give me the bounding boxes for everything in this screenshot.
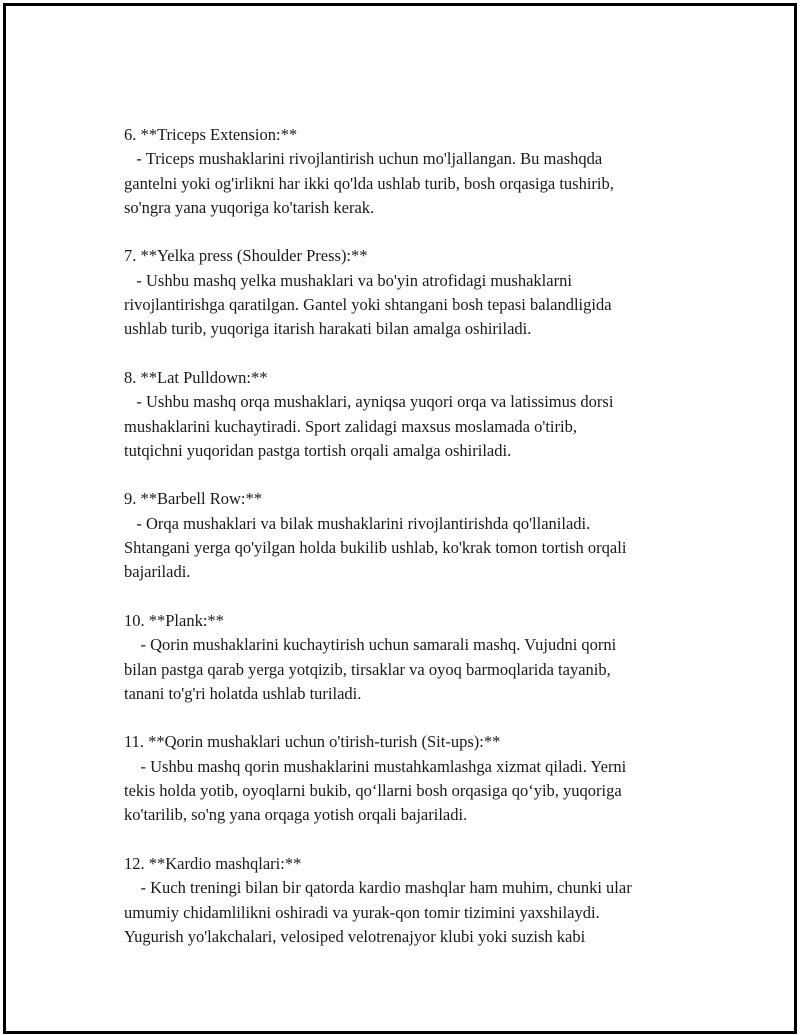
exercise-section [124,366,724,463]
exercise-heading: 6. **Triceps Extension:** [124,125,298,144]
exercise-text-line: - Ushbu mashq qorin mushaklarini mustahkamlashga xizmat qiladi. Yerni [124,756,627,776]
exercise-section [124,852,724,949]
exercise-text-line: ko'tarilib, so'ng yana orqaga yotish orqali bajariladi. [124,805,468,825]
exercise-text-line: bajariladi. [124,562,191,582]
exercise-section [124,244,724,341]
exercise-text-line: - Qorin mushaklarini kuchaytirish uchun samarali mashq. Vujudni qorni [124,635,617,655]
exercise-text-line: - Kuch treningi bilan bir qatorda kardio mashqlar ham muhim, chunki ular [124,878,632,898]
exercise-text-line: umumiy chidamlilikni oshiradi va yurak-qon tomir tizimini yaxshilaydi. [124,902,600,922]
exercise-section [124,123,724,220]
exercise-heading: 9. **Barbell Row:** [124,489,262,509]
exercise-heading: 11. **Qorin mushaklari uchun o'tirish-turish (Sit-ups):** [124,732,501,752]
exercise-text-line: bilan pastga qarab yerga yotqizib, tirsaklar va oyoq barmoqlarida tayanib, [124,659,611,679]
exercise-text-line: tutqichni yuqoridan pastga tortish orqali amalga oshiriladi. [124,440,512,460]
document-body [124,123,724,973]
exercise-text-line: ushlab turib, yuqoriga itarish harakati bilan amalga oshiriladi. [124,319,532,339]
exercise-heading: 7. **Yelka press (Shoulder Press):** [124,246,368,266]
exercise-text-line: mushaklarini kuchaytiradi. Sport zalidagi maxsus moslamada o'tirib, [124,416,577,436]
exercise-text-line: - Ushbu mashq yelka mushaklari va bo'yin atrofidagi mushaklarni [124,270,572,290]
exercise-text-line: - Ushbu mashq orqa mushaklari, ayniqsa yuqori orqa va latissimus dorsi [124,392,614,412]
exercise-section [124,487,724,584]
exercise-text-line: - Orqa mushaklari va bilak mushaklarini rivojlantirishda qo'llaniladi. [124,513,591,533]
exercise-text-line: gantelni yoki og'irlikni har ikki qo'lda ushlab turib, bosh orqasiga tushirib, [124,173,614,193]
page-frame [3,3,797,1034]
exercise-heading: 12. **Kardio mashqlari:** [124,853,302,873]
exercise-text-line: so'ngra yana yuqoriga ko'tarish kerak. [124,197,375,217]
exercise-section [124,609,724,706]
exercise-section [124,730,724,827]
exercise-heading: 10. **Plank:** [124,610,224,630]
exercise-text-line: Yugurish yo'lakchalari, velosiped velotrenajyor klubi yoki suzish kabi [124,926,586,946]
exercise-heading: 8. **Lat Pulldown:** [124,367,268,387]
exercise-text-line: rivojlantirishga qaratilgan. Gantel yoki shtangani bosh tepasi balandligida [124,295,612,315]
exercise-text-line: tekis holda yotib, oyoqlarni bukib, qo‘llarni bosh orqasiga qo‘yib, yuqoriga [124,781,622,801]
exercise-text-line: tanani to'g'ri holatda ushlab turiladi. [124,683,362,703]
exercise-text-line: Shtangani yerga qo'yilgan holda bukilib ushlab, ko'krak tomon tortish orqali [124,538,627,558]
exercise-text-line: - Triceps mushaklarini rivojlantirish uchun mo'ljallangan. Bu mashqda [124,149,603,169]
